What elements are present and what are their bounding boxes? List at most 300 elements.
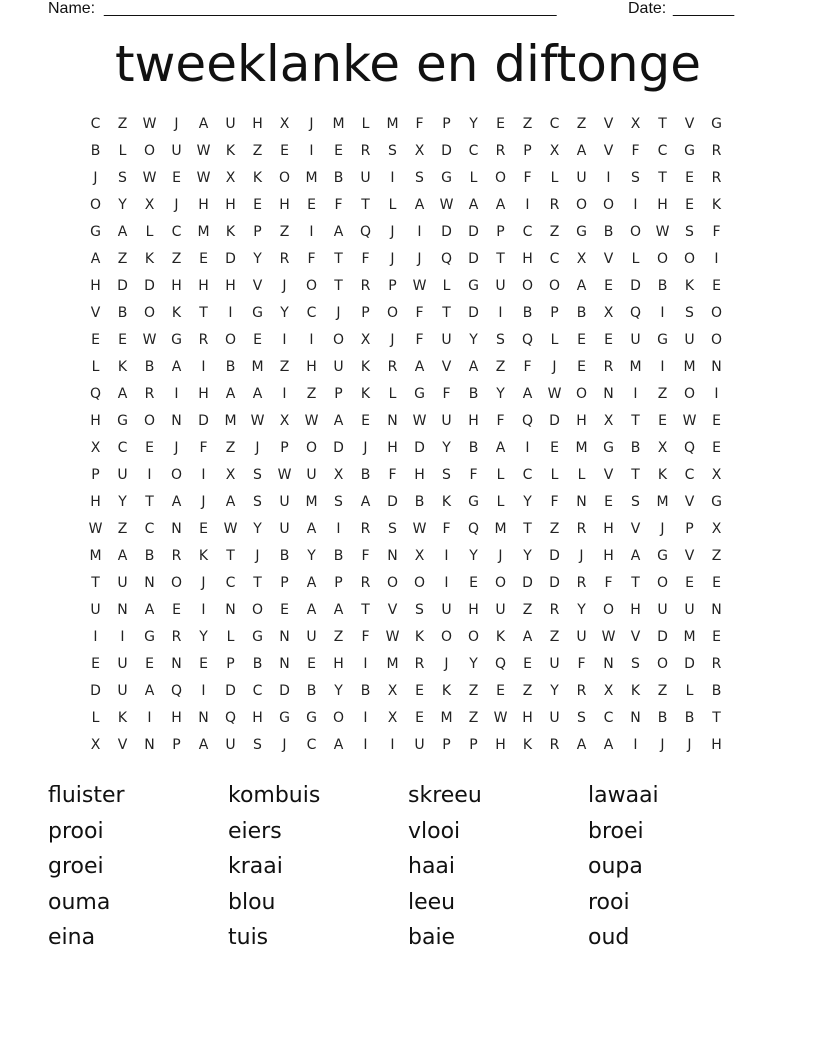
grid-letter: N	[279, 629, 290, 645]
page-title: tweeklanke en diftonge	[114, 35, 702, 93]
grid-letter: K	[495, 629, 506, 645]
grid-letter: Z	[252, 143, 263, 159]
grid-letter: F	[712, 224, 721, 240]
grid-letter: F	[415, 332, 424, 348]
grid-letter: A	[468, 197, 479, 213]
word-list-item: lawaai	[588, 783, 659, 808]
grid-letter: X	[711, 467, 722, 483]
grid-letter: R	[279, 251, 290, 267]
grid-letter: Z	[117, 521, 128, 537]
grid-letter: J	[282, 737, 287, 753]
grid-letter: T	[199, 305, 208, 321]
grid-letter: B	[333, 548, 344, 564]
grid-letter: A	[414, 359, 425, 375]
grid-letter: G	[711, 494, 722, 510]
grid-letter: K	[441, 494, 452, 510]
grid-letter: C	[657, 143, 668, 159]
word-list-item: oud	[588, 925, 630, 950]
grid-letter: U	[117, 467, 128, 483]
grid-letter: S	[496, 332, 505, 348]
grid-letter: G	[603, 440, 614, 456]
grid-letter: I	[228, 305, 233, 321]
grid-letter: E	[685, 170, 694, 186]
grid-letter: R	[360, 521, 371, 537]
grid-letter: N	[387, 548, 398, 564]
grid-letter: K	[522, 737, 533, 753]
grid-letter: Z	[495, 359, 506, 375]
grid-letter: A	[414, 197, 425, 213]
grid-letter: L	[388, 197, 397, 213]
grid-letter: F	[469, 467, 478, 483]
grid-letter: R	[576, 575, 587, 591]
grid-letter: Z	[333, 629, 344, 645]
grid-letter: I	[282, 386, 287, 402]
grid-letter: T	[658, 116, 667, 132]
grid-letter: I	[93, 629, 98, 645]
grid-letter: D	[657, 629, 668, 645]
grid-letter: I	[201, 602, 206, 618]
grid-letter: A	[306, 521, 317, 537]
grid-letter: G	[117, 413, 128, 429]
grid-letter: Y	[199, 629, 208, 645]
grid-letter: Y	[442, 440, 451, 456]
grid-letter: A	[198, 737, 209, 753]
grid-letter: U	[495, 602, 506, 618]
grid-letter: R	[576, 521, 587, 537]
grid-letter: K	[117, 359, 128, 375]
grid-letter: Z	[117, 116, 128, 132]
grid-letter: P	[280, 440, 289, 456]
grid-row	[82, 300, 730, 327]
grid-letter: O	[143, 305, 156, 321]
grid-letter: J	[417, 251, 422, 267]
grid-row	[82, 435, 730, 462]
grid-letter: B	[360, 467, 371, 483]
grid-letter: L	[550, 332, 559, 348]
grid-letter: Z	[549, 521, 560, 537]
grid-letter: A	[333, 413, 344, 429]
grid-letter: B	[414, 494, 425, 510]
grid-letter: J	[498, 548, 503, 564]
grid-letter: N	[603, 656, 614, 672]
grid-letter: X	[333, 467, 344, 483]
grid-letter: T	[145, 494, 154, 510]
grid-letter: A	[225, 386, 236, 402]
grid-letter: O	[305, 278, 318, 294]
grid-letter: D	[468, 305, 479, 321]
grid-letter: Z	[522, 602, 533, 618]
grid-letter: Z	[468, 710, 479, 726]
grid-letter: J	[660, 737, 665, 753]
grid-letter: S	[577, 710, 586, 726]
grid-letter: P	[523, 143, 532, 159]
grid-letter: T	[253, 575, 262, 591]
grid-letter: G	[144, 629, 155, 645]
grid-letter: S	[442, 467, 451, 483]
grid-letter: B	[360, 683, 371, 699]
grid-letter: N	[711, 602, 722, 618]
grid-letter: H	[171, 710, 182, 726]
grid-letter: F	[361, 548, 370, 564]
grid-letter: I	[633, 737, 638, 753]
grid-letter: F	[577, 656, 586, 672]
grid-letter: A	[630, 548, 641, 564]
grid-letter: I	[309, 143, 314, 159]
grid-letter: B	[468, 440, 479, 456]
grid-letter: A	[576, 737, 587, 753]
grid-letter: I	[444, 548, 449, 564]
grid-letter: F	[442, 521, 451, 537]
grid-letter: Y	[118, 197, 127, 213]
grid-letter: D	[549, 548, 560, 564]
grid-letter: J	[174, 116, 179, 132]
grid-row	[82, 327, 730, 354]
grid-letter: S	[388, 521, 397, 537]
grid-letter: W	[412, 521, 427, 537]
grid-letter: T	[658, 170, 667, 186]
grid-letter: O	[710, 332, 723, 348]
grid-letter: U	[657, 602, 668, 618]
grid-letter: K	[198, 548, 209, 564]
grid-letter: G	[441, 170, 452, 186]
grid-letter: M	[197, 224, 210, 240]
grid-letter: I	[147, 467, 152, 483]
grid-letter: W	[142, 170, 157, 186]
grid-letter: J	[309, 116, 314, 132]
grid-letter: K	[171, 305, 182, 321]
grid-letter: P	[496, 224, 505, 240]
grid-letter: O	[386, 575, 399, 591]
grid-letter: P	[91, 467, 100, 483]
grid-letter: X	[225, 467, 236, 483]
grid-letter: H	[198, 197, 209, 213]
grid-letter: B	[711, 683, 722, 699]
grid-letter: N	[198, 710, 209, 726]
grid-letter: R	[198, 332, 209, 348]
grid-letter: A	[333, 602, 344, 618]
grid-letter: F	[550, 494, 559, 510]
grid-letter: M	[629, 359, 642, 375]
grid-letter: E	[523, 656, 532, 672]
grid-letter: K	[225, 224, 236, 240]
grid-letter: K	[441, 683, 452, 699]
grid-letter: W	[547, 386, 562, 402]
grid-letter: Z	[279, 359, 290, 375]
grid-letter: C	[171, 224, 182, 240]
grid-letter: K	[711, 197, 722, 213]
grid-letter: E	[199, 251, 208, 267]
grid-letter: T	[442, 305, 451, 321]
grid-letter: L	[91, 359, 100, 375]
grid-letter: K	[684, 278, 695, 294]
grid-letter: A	[171, 359, 182, 375]
grid-letter: Y	[496, 386, 505, 402]
grid-letter: V	[90, 305, 101, 321]
grid-letter: R	[414, 656, 425, 672]
grid-row	[82, 381, 730, 408]
grid-letter: D	[333, 440, 344, 456]
word-list-item: eiers	[228, 818, 282, 844]
grid-letter: V	[603, 116, 614, 132]
word-list-item: groei	[48, 854, 104, 879]
grid-letter: K	[657, 467, 668, 483]
grid-letter: H	[90, 413, 101, 429]
grid-letter: A	[144, 602, 155, 618]
grid-letter: M	[305, 494, 318, 510]
grid-letter: O	[602, 602, 615, 618]
grid-letter: O	[332, 710, 345, 726]
grid-letter: X	[630, 116, 641, 132]
grid-letter: I	[201, 467, 206, 483]
grid-letter: M	[251, 359, 264, 375]
grid-letter: M	[440, 710, 453, 726]
grid-letter: N	[576, 494, 587, 510]
grid-letter: E	[604, 332, 613, 348]
grid-letter: R	[360, 278, 371, 294]
grid-letter: O	[548, 278, 561, 294]
grid-row	[82, 543, 730, 570]
grid-letter: H	[414, 467, 425, 483]
grid-letter: A	[468, 359, 479, 375]
grid-letter: U	[306, 629, 317, 645]
grid-row	[82, 219, 730, 246]
grid-letter: M	[683, 359, 696, 375]
grid-letter: L	[631, 251, 640, 267]
grid-letter: Z	[657, 683, 668, 699]
grid-letter: P	[469, 737, 478, 753]
grid-letter: H	[225, 278, 236, 294]
grid-letter: Y	[118, 494, 127, 510]
grid-letter: O	[629, 224, 642, 240]
grid-letter: I	[417, 224, 422, 240]
grid-row	[82, 651, 730, 678]
grid-letter: N	[171, 413, 182, 429]
grid-letter: O	[143, 143, 156, 159]
grid-letter: E	[469, 575, 478, 591]
grid-letter: X	[90, 440, 101, 456]
grid-letter: J	[255, 548, 260, 564]
grid-letter: H	[576, 413, 587, 429]
grid-letter: I	[147, 710, 152, 726]
grid-letter: I	[309, 332, 314, 348]
grid-letter: F	[361, 251, 370, 267]
grid-row	[82, 516, 730, 543]
grid-letter: V	[441, 359, 452, 375]
word-list-item: rooi	[588, 889, 630, 915]
grid-letter: B	[657, 278, 668, 294]
grid-letter: G	[252, 629, 263, 645]
grid-letter: Z	[306, 386, 317, 402]
grid-letter: T	[334, 251, 343, 267]
grid-letter: F	[307, 251, 316, 267]
grid-letter: H	[198, 386, 209, 402]
grid-letter: P	[685, 521, 694, 537]
grid-letter: H	[333, 656, 344, 672]
grid-letter: W	[412, 413, 427, 429]
grid-letter: P	[361, 305, 370, 321]
grid-letter: I	[174, 386, 179, 402]
grid-letter: U	[441, 602, 452, 618]
grid-letter: U	[684, 332, 695, 348]
grid-letter: O	[656, 575, 669, 591]
grid-letter: U	[90, 602, 101, 618]
grid-letter: A	[576, 143, 587, 159]
grid-letter: D	[441, 143, 452, 159]
grid-letter: D	[468, 251, 479, 267]
grid-letter: T	[631, 467, 640, 483]
grid-letter: I	[363, 656, 368, 672]
grid-letter: E	[712, 575, 721, 591]
grid-letter: D	[144, 278, 155, 294]
grid-row	[82, 489, 730, 516]
grid-letter: O	[656, 251, 669, 267]
grid-letter: C	[522, 467, 533, 483]
grid-letter: E	[550, 440, 559, 456]
grid-letter: E	[685, 197, 694, 213]
grid-letter: C	[522, 224, 533, 240]
grid-letter: C	[603, 710, 614, 726]
grid-letter: K	[225, 143, 236, 159]
grid-letter: E	[280, 602, 289, 618]
grid-letter: U	[441, 332, 452, 348]
grid-letter: N	[603, 386, 614, 402]
grid-letter: E	[172, 170, 181, 186]
grid-letter: F	[496, 413, 505, 429]
grid-letter: B	[225, 359, 236, 375]
grid-letter: M	[683, 629, 696, 645]
word-list-item: skreeu	[408, 783, 482, 808]
grid-letter: U	[117, 683, 128, 699]
grid-letter: Z	[549, 224, 560, 240]
grid-letter: O	[602, 197, 615, 213]
grid-letter: H	[603, 521, 614, 537]
grid-letter: S	[685, 224, 694, 240]
grid-letter: W	[142, 332, 157, 348]
grid-letter: M	[386, 116, 399, 132]
grid-letter: B	[333, 170, 344, 186]
grid-letter: U	[117, 656, 128, 672]
grid-letter: S	[253, 737, 262, 753]
grid-letter: M	[575, 440, 588, 456]
grid-letter: Z	[657, 386, 668, 402]
grid-letter: J	[282, 278, 287, 294]
grid-letter: F	[523, 359, 532, 375]
grid-letter: F	[415, 116, 424, 132]
date-label: Date:	[628, 0, 667, 17]
grid-letter: B	[117, 305, 128, 321]
grid-letter: M	[332, 116, 345, 132]
grid-letter: S	[253, 467, 262, 483]
grid-letter: U	[279, 494, 290, 510]
grid-letter: O	[251, 602, 264, 618]
grid-letter: A	[117, 224, 128, 240]
grid-letter: G	[90, 224, 101, 240]
grid-letter: D	[468, 224, 479, 240]
grid-letter: O	[224, 332, 237, 348]
grid-letter: E	[577, 359, 586, 375]
grid-letter: E	[361, 413, 370, 429]
grid-letter: E	[307, 197, 316, 213]
grid-letter: R	[576, 683, 587, 699]
grid-letter: G	[468, 278, 479, 294]
grid-letter: A	[306, 602, 317, 618]
grid-letter: K	[117, 710, 128, 726]
grid-letter: J	[201, 575, 206, 591]
grid-letter: L	[145, 224, 154, 240]
grid-letter: V	[387, 602, 398, 618]
grid-letter: R	[549, 197, 560, 213]
grid-letter: Y	[307, 548, 316, 564]
grid-letter: X	[279, 116, 290, 132]
grid-letter: T	[496, 251, 505, 267]
grid-letter: I	[633, 197, 638, 213]
grid-letter: B	[603, 224, 614, 240]
grid-letter: B	[144, 548, 155, 564]
grid-letter: G	[657, 332, 668, 348]
word-list-item: tuis	[228, 925, 269, 950]
grid-letter: F	[604, 575, 613, 591]
grid-letter: F	[415, 305, 424, 321]
grid-letter: P	[253, 224, 262, 240]
grid-letter: E	[199, 656, 208, 672]
grid-letter: V	[603, 251, 614, 267]
grid-letter: U	[171, 143, 182, 159]
grid-letter: T	[361, 602, 370, 618]
grid-letter: U	[576, 629, 587, 645]
grid-letter: I	[309, 224, 314, 240]
grid-letter: V	[684, 494, 695, 510]
grid-letter: V	[684, 548, 695, 564]
grid-letter: T	[712, 710, 721, 726]
grid-letter: N	[117, 602, 128, 618]
grid-letter: J	[579, 548, 584, 564]
grid-letter: E	[145, 656, 154, 672]
grid-letter: N	[279, 656, 290, 672]
grid-letter: U	[441, 413, 452, 429]
grid-letter: X	[144, 197, 155, 213]
grid-letter: R	[549, 737, 560, 753]
word-list-item: kombuis	[228, 783, 321, 808]
grid-letter: L	[550, 467, 559, 483]
word-list-item: eina	[48, 925, 96, 950]
grid-letter: E	[307, 656, 316, 672]
grid-letter: W	[250, 413, 265, 429]
grid-letter: U	[549, 656, 560, 672]
grid-letter: Q	[170, 683, 183, 699]
grid-letter: R	[360, 575, 371, 591]
grid-letter: S	[631, 170, 640, 186]
grid-letter: E	[253, 197, 262, 213]
grid-letter: M	[656, 494, 669, 510]
grid-letter: X	[549, 143, 560, 159]
grid-letter: R	[549, 602, 560, 618]
grid-letter: H	[657, 197, 668, 213]
grid-row	[82, 246, 730, 273]
grid-letter: U	[333, 359, 344, 375]
grid-letter: L	[388, 386, 397, 402]
grid-letter: O	[170, 467, 183, 483]
grid-letter: G	[657, 548, 668, 564]
grid-letter: L	[469, 170, 478, 186]
grid-letter: D	[90, 683, 101, 699]
grid-letter: Y	[253, 251, 262, 267]
grid-letter: E	[604, 494, 613, 510]
grid-letter: A	[576, 278, 587, 294]
word-list-item: oupa	[588, 854, 643, 879]
grid-letter: I	[714, 386, 719, 402]
grid-letter: R	[144, 386, 155, 402]
grid-letter: U	[279, 521, 290, 537]
